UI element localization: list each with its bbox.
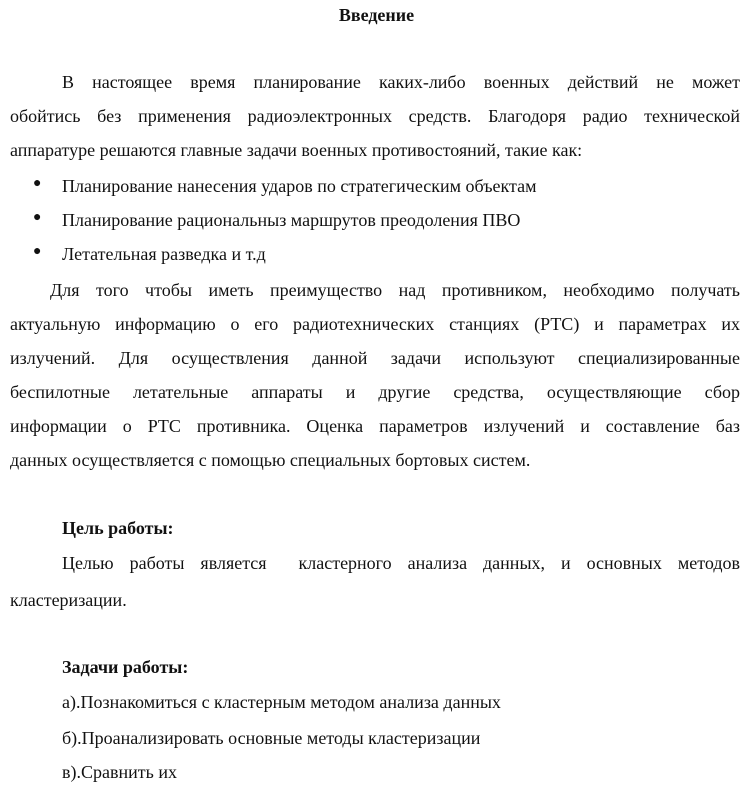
document-title: Введение (338, 5, 415, 25)
tasks-heading: Задачи работы: (62, 657, 189, 677)
paragraph-line: беспилотные летательные аппараты и другие средства, осуществляющие сбор (10, 382, 740, 402)
bullet-icon: ● (33, 210, 42, 225)
bullet-item: Планирование нанесения ударов по стратегическим объектам (62, 176, 537, 196)
task-item: а).Познакомиться с кластерным методом анализа данных (62, 692, 501, 712)
paragraph-line: Для того чтобы иметь преимущество над противником, необходимо получать (50, 280, 740, 300)
task-item: б).Проанализировать основные методы кластеризации (62, 728, 481, 748)
paragraph-line: данных осуществляется с помощью специальных бортовых систем. (10, 450, 531, 470)
bullet-item: Летательная разведка и т.д (62, 244, 266, 264)
task-item: в).Сравнить их (62, 762, 177, 782)
bullet-item: Планирование рациональныз маршрутов преодоления ПВО (62, 210, 521, 230)
bullet-icon: ● (33, 176, 42, 191)
intro-line: обойтись без применения радиоэлектронных средств. Благодоря радио технической (10, 106, 740, 126)
bullet-icon: ● (33, 244, 42, 259)
paragraph-line: актуальную информацию о его радиотехнических станциях (РТС) и параметрах их (10, 314, 740, 334)
goal-line: Целью работы является кластерного анализа данных, и основных методов (62, 553, 740, 573)
goal-heading: Цель работы: (62, 518, 174, 538)
goal-line: кластеризации. (10, 590, 127, 610)
paragraph-line: излучений. Для осуществления данной задачи используют специализированные (10, 348, 740, 368)
intro-line: аппаратуре решаются главные задачи военных противостояний, такие как: (10, 140, 583, 160)
intro-line: В настоящее время планирование каких-либо военных действий не может (62, 72, 740, 92)
paragraph-line: информации о РТС противника. Оценка параметров излучений и составление баз (10, 416, 740, 436)
